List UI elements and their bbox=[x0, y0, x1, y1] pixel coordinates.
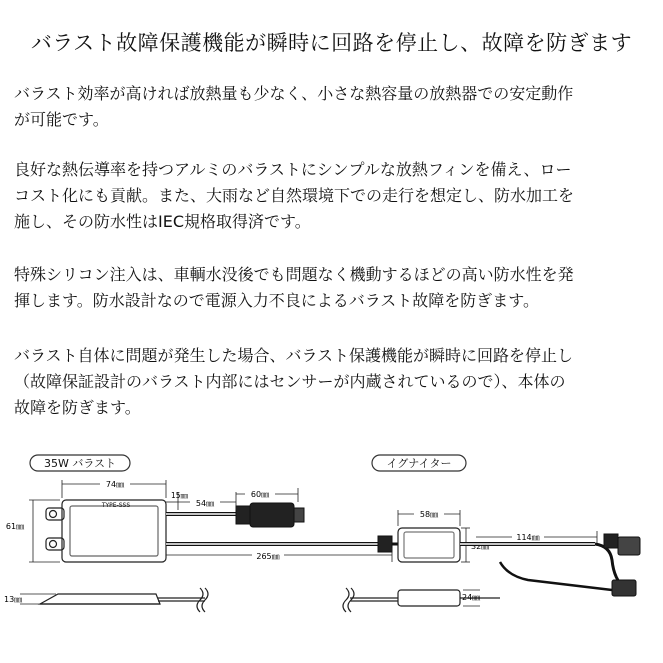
paragraph-line: 特殊シリコン注入は、車輌水没後でも問題なく機動するほどの高い防水性を発 bbox=[14, 265, 574, 284]
ballast-long-cable bbox=[166, 536, 398, 552]
paragraph-efficiency bbox=[14, 81, 654, 133]
dim-plug-length-label: 60㎜ bbox=[250, 490, 270, 499]
igniter-tag-label: イグナイター bbox=[386, 457, 452, 470]
paragraph-line: 揮します。防水設計なので電源入力不良によるバラスト故障を防ぎます。 bbox=[14, 291, 539, 310]
dim-cable-long-label: 265㎜ bbox=[256, 552, 280, 561]
paragraph-line: 良好な熱伝導率を持つアルミのバラストにシンプルな放熱フィンを備え、ロー bbox=[14, 160, 572, 179]
paragraph-line: バラスト自体に問題が発生した場合、バラスト保護機能が瞬時に回路を停止し bbox=[14, 346, 574, 365]
dim-ballast-depth-label: 13㎜ bbox=[4, 595, 23, 604]
ballast-tag-label: 35W バラスト bbox=[43, 457, 117, 470]
dim-ballast-height-label: 61㎜ bbox=[5, 522, 25, 531]
ballast-side-view bbox=[40, 588, 208, 612]
dim-ballast-height bbox=[29, 500, 60, 562]
paragraph-heat-dissipation bbox=[14, 157, 654, 235]
dim-ballast-depth bbox=[20, 594, 56, 604]
igniter-cable bbox=[460, 534, 640, 596]
ballast-tag bbox=[30, 455, 130, 471]
dim-igniter-width-label: 58㎜ bbox=[419, 510, 439, 519]
model-label: TYPE-SSS bbox=[101, 502, 131, 509]
page-title: バラスト故障保護機能が瞬時に回路を停止し、故障を防ぎます bbox=[30, 31, 633, 55]
paragraph-line: 故障を防ぎます。 bbox=[14, 398, 141, 417]
igniter-tag bbox=[372, 455, 466, 471]
dim-cable-short-label: 54㎜ bbox=[195, 499, 215, 508]
paragraph-waterproof bbox=[14, 262, 654, 314]
ballast-body bbox=[46, 500, 166, 562]
paragraph-protection bbox=[14, 343, 654, 421]
ballast-short-cable bbox=[166, 503, 304, 527]
igniter-body bbox=[398, 528, 460, 562]
dim-igniter-depth-label: 24㎜ bbox=[462, 593, 481, 602]
paragraph-line: が可能です。 bbox=[14, 110, 109, 129]
paragraph-line: バラスト効率が高ければ放熱量も少なく、小さな熱容量の放熱器での安定動作 bbox=[14, 84, 574, 103]
dim-plug-offset-label: 15㎜ bbox=[171, 491, 189, 500]
paragraph-line: コスト化にも貢献。また、大雨など自然環境下での走行を想定し、防水加工を bbox=[14, 186, 575, 205]
dim-igniter-height-label: 32㎜ bbox=[471, 542, 490, 551]
paragraph-line: （故障保証設計のバラスト内部にはセンサーが内蔵されているので）、本体の bbox=[14, 372, 566, 391]
dimension-diagram bbox=[0, 440, 663, 663]
dim-igniter-cable-label: 114㎜ bbox=[516, 533, 540, 542]
paragraph-line: 施し、その防水性はIEC規格取得済です。 bbox=[14, 212, 311, 231]
dim-ballast-width-label: 74㎜ bbox=[105, 480, 125, 489]
